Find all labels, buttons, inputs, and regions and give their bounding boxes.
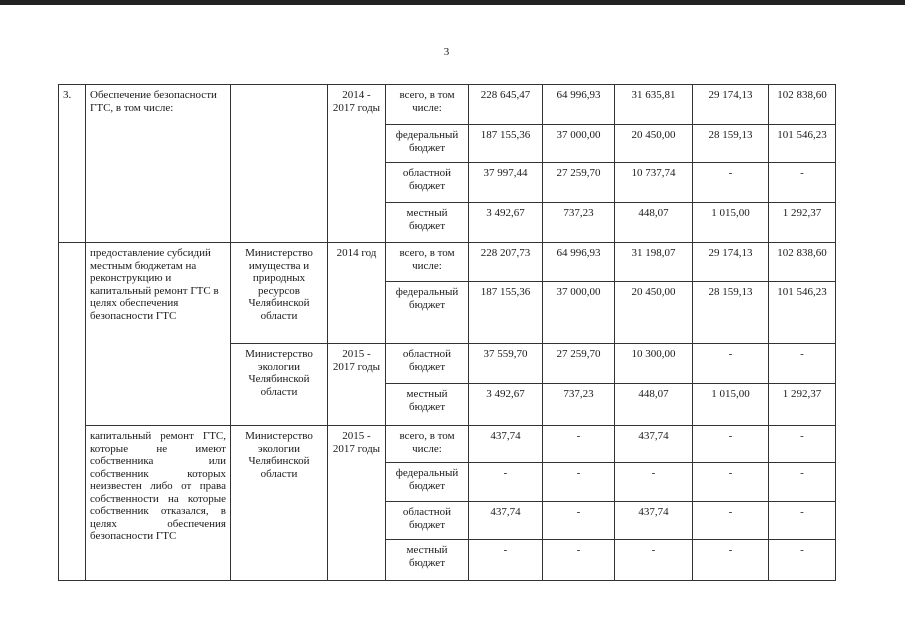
table-row	[59, 426, 836, 463]
amount-2015: 448,07	[615, 384, 693, 426]
activity-title: предоставление субсидий местным бюджетам на реконструкцию и капитальный ремонт ГТС в целях обеспечения безопасности ГТС	[86, 243, 231, 426]
period-cell: 2015 - 2017 годы	[328, 344, 386, 426]
amount-2017: -	[769, 344, 836, 384]
amount-2016: 1 015,00	[693, 203, 769, 243]
amount-total: -	[469, 540, 543, 581]
amount-2015: 10 737,74	[615, 163, 693, 203]
amount-2016: 28 159,13	[693, 282, 769, 344]
amount-2014: 27 259,70	[543, 344, 615, 384]
amount-2016: -	[693, 502, 769, 540]
amount-2014: -	[543, 502, 615, 540]
funding-type: местный бюджет	[386, 384, 469, 426]
period-cell: 2015 - 2017 годы	[328, 426, 386, 581]
amount-2016: 29 174,13	[693, 85, 769, 125]
amount-2017: 1 292,37	[769, 203, 836, 243]
funding-type: местный бюджет	[386, 203, 469, 243]
amount-2014: 37 000,00	[543, 125, 615, 163]
amount-total: 437,74	[469, 502, 543, 540]
amount-2016: 29 174,13	[693, 243, 769, 282]
period-cell: 2014 - 2017 годы	[328, 85, 386, 243]
activity-title: Обеспечение безопасности ГТС, в том числе:	[86, 85, 231, 243]
amount-2015: 437,74	[615, 502, 693, 540]
scan-edge	[0, 0, 905, 5]
amount-total: -	[469, 463, 543, 502]
amount-2016: -	[693, 540, 769, 581]
amount-2017: 102 838,60	[769, 85, 836, 125]
table-row	[59, 85, 836, 125]
funding-type: федеральный бюджет	[386, 125, 469, 163]
period-cell: 2014 год	[328, 243, 386, 344]
funding-type: федеральный бюджет	[386, 463, 469, 502]
amount-2017: -	[769, 163, 836, 203]
amount-2014: -	[543, 463, 615, 502]
page-number: 3	[443, 46, 450, 58]
executor-cell	[231, 85, 328, 243]
amount-total: 3 492,67	[469, 384, 543, 426]
row-index	[59, 243, 86, 581]
funding-type: областной бюджет	[386, 502, 469, 540]
table-row	[59, 243, 836, 282]
amount-2014: -	[543, 540, 615, 581]
amount-2014: 64 996,93	[543, 85, 615, 125]
funding-type: областной бюджет	[386, 163, 469, 203]
amount-2015: -	[615, 463, 693, 502]
amount-2016: -	[693, 163, 769, 203]
amount-total: 437,74	[469, 426, 543, 463]
amount-2014: -	[543, 426, 615, 463]
amount-2015: 10 300,00	[615, 344, 693, 384]
row-index: 3.	[59, 85, 86, 243]
amount-2015: 31 198,07	[615, 243, 693, 282]
amount-total: 3 492,67	[469, 203, 543, 243]
amount-2014: 737,23	[543, 203, 615, 243]
amount-2014: 27 259,70	[543, 163, 615, 203]
amount-2016: -	[693, 344, 769, 384]
amount-2016: -	[693, 463, 769, 502]
activity-title: капитальный ремонт ГТС, которые не имеют собственника или собственник которых неизвестен либо от права собственности на которые собственник отказался, в целях обеспечения безопасности ГТС	[86, 426, 231, 581]
executor-cell: Министерство имущества и природных ресурсов Челябинской области	[231, 243, 328, 344]
funding-type: местный бюджет	[386, 540, 469, 581]
amount-total: 187 155,36	[469, 125, 543, 163]
amount-2016: 28 159,13	[693, 125, 769, 163]
amount-total: 228 207,73	[469, 243, 543, 282]
amount-2017: 101 546,23	[769, 282, 836, 344]
amount-2016: 1 015,00	[693, 384, 769, 426]
amount-2016: -	[693, 426, 769, 463]
amount-2017: -	[769, 502, 836, 540]
executor-cell: Министерство экологии Челябинской области	[231, 426, 328, 581]
funding-type: федеральный бюджет	[386, 282, 469, 344]
amount-2015: -	[615, 540, 693, 581]
funding-type: всего, в том числе:	[386, 85, 469, 125]
amount-2014: 737,23	[543, 384, 615, 426]
funding-type: всего, в том числе:	[386, 426, 469, 463]
amount-2014: 64 996,93	[543, 243, 615, 282]
amount-2017: -	[769, 463, 836, 502]
budget-table	[58, 84, 836, 581]
amount-2017: 1 292,37	[769, 384, 836, 426]
amount-2017: -	[769, 540, 836, 581]
amount-total: 37 559,70	[469, 344, 543, 384]
amount-2015: 20 450,00	[615, 282, 693, 344]
executor-cell: Министерство экологии Челябинской области	[231, 344, 328, 426]
amount-2014: 37 000,00	[543, 282, 615, 344]
amount-2017: 102 838,60	[769, 243, 836, 282]
amount-total: 228 645,47	[469, 85, 543, 125]
amount-total: 37 997,44	[469, 163, 543, 203]
amount-2015: 31 635,81	[615, 85, 693, 125]
amount-2015: 437,74	[615, 426, 693, 463]
amount-2015: 20 450,00	[615, 125, 693, 163]
amount-2015: 448,07	[615, 203, 693, 243]
funding-type: областной бюджет	[386, 344, 469, 384]
amount-total: 187 155,36	[469, 282, 543, 344]
funding-type: всего, в том числе:	[386, 243, 469, 282]
amount-2017: -	[769, 426, 836, 463]
amount-2017: 101 546,23	[769, 125, 836, 163]
